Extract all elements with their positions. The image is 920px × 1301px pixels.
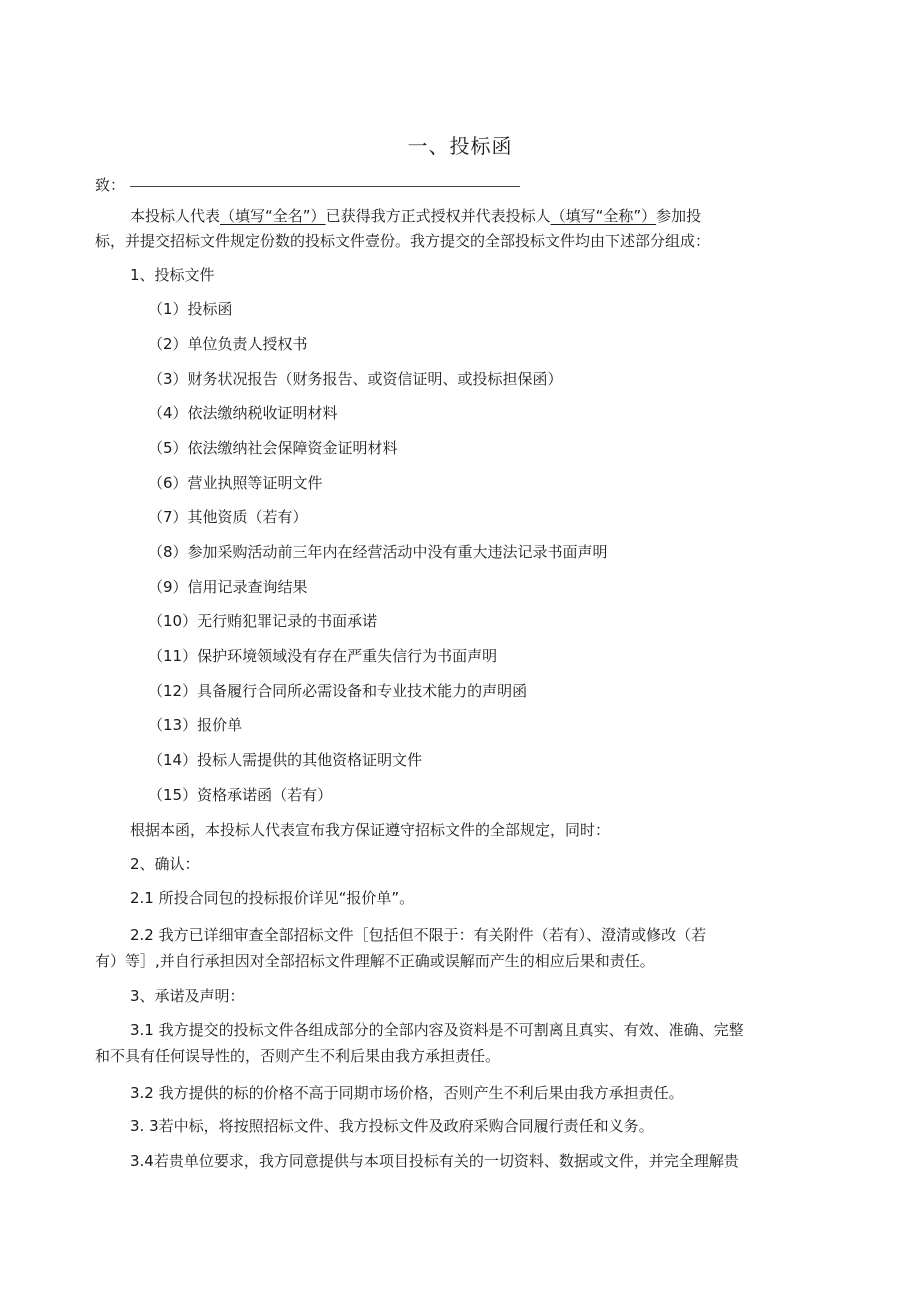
list-item: （1）投标函 — [148, 300, 233, 318]
page-title: 一、投标函 — [407, 134, 513, 158]
list-item: （14）投标人需提供的其他资格证明文件 — [148, 751, 423, 769]
intro-text-b: 已获得我方正式授权并代表投标人 — [325, 207, 551, 225]
list-item: （13）报价单 — [148, 716, 243, 734]
clause-3-2: 3.2 我方提供的标的价格不高于同期市场价格，否则产生不利后果由我方承担责任。 — [130, 1084, 684, 1102]
list-item: （7）其他资质（若有） — [148, 508, 308, 526]
intro-text-a: 本投标人代表 — [130, 207, 221, 225]
clause-2-1: 2.1 所投合同包的投标报价详见“报价单”。 — [130, 889, 415, 907]
intro-line-2: 标，并提交招标文件规定份数的投标文件壹份。我方提交的全部投标文件均由下述部分组成： — [95, 232, 711, 250]
clause-3-1-line-1: 3.1 我方提交的投标文件各组成部分的全部内容及资料是不可割离且真实、有效、准确、完整 — [130, 1021, 744, 1039]
intro-text-c: 参加投 — [656, 207, 702, 225]
list-item: （3）财务状况报告（财务报告、或资信证明、或投标担保函） — [148, 370, 563, 388]
list-item: （11）保护环境领域没有存在严重失信行为书面声明 — [148, 647, 498, 665]
to-label: 致： — [95, 176, 126, 194]
addressee-blank-line — [130, 186, 520, 187]
list-item: （6）营业执照等证明文件 — [148, 474, 323, 492]
name-fill-field: （填写“全名”） — [220, 207, 326, 225]
declaration-text: 根据本函，本投标人代表宣布我方保证遵守招标文件的全部规定，同时： — [130, 821, 611, 839]
list-item: （10）无行贿犯罪记录的书面承诺 — [148, 612, 378, 630]
section3-heading: 3、承诺及声明： — [130, 987, 245, 1005]
list-item: （9）信用记录查询结果 — [148, 578, 308, 596]
section2-heading: 2、确认： — [130, 855, 200, 873]
clause-2-2-line-2: 有）等］,并自行承担因对全部招标文件理解不正确或误解而产生的相应后果和责任。 — [95, 952, 655, 970]
list-item: （5）依法缴纳社会保障资金证明材料 — [148, 439, 398, 457]
list-item: （2）单位负责人授权书 — [148, 335, 308, 353]
list-item: （4）依法缴纳税收证明材料 — [148, 404, 338, 422]
list-item: （8）参加采购活动前三年内在经营活动中没有重大违法记录书面声明 — [148, 543, 608, 561]
clause-3-3: 3. 3若中标，将按照招标文件、我方投标文件及政府采购合同履行责任和义务。 — [130, 1117, 654, 1135]
intro-line-1 — [130, 205, 701, 227]
clause-3-1-line-2: 和不具有任何误导性的，否则产生不利后果由我方承担责任。 — [95, 1047, 501, 1065]
section1-heading: 1、投标文件 — [130, 266, 215, 284]
clause-3-4: 3.4若贵单位要求，我方同意提供与本项目投标有关的一切资料、数据或文件，并完全理解贵 — [130, 1152, 739, 1170]
clause-2-2-line-1: 2.2 我方已详细审查全部招标文件［包括但不限于：有关附件（若有）、澄清或修改（若 — [130, 926, 707, 944]
bidder-fill-field: （填写“全称”） — [550, 207, 657, 225]
list-item: （12）具备履行合同所必需设备和专业技术能力的声明函 — [148, 682, 528, 700]
list-item: （15）资格承诺函（若有） — [148, 786, 333, 804]
